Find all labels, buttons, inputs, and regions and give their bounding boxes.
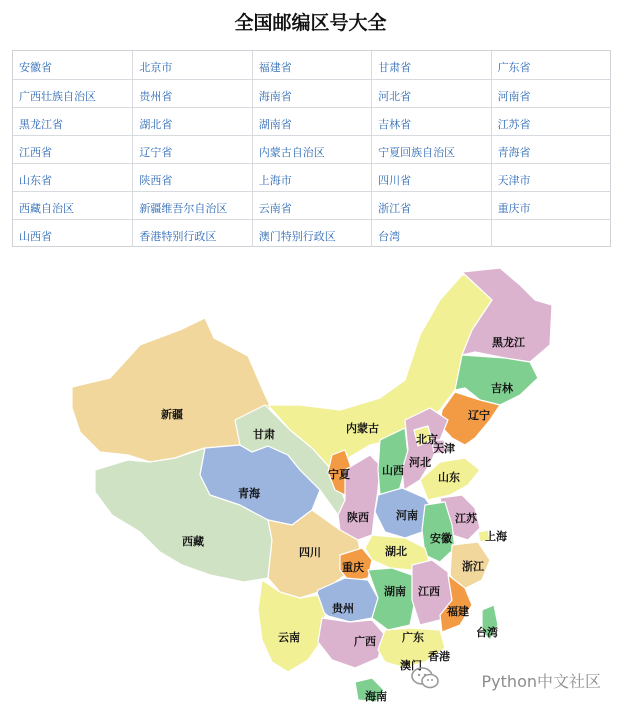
region-link[interactable]: 黑龙江省 [19,118,63,131]
table-row [13,135,610,163]
region-link[interactable]: 浙江省 [371,192,490,219]
map-label-tianjin: 天津 [433,442,455,455]
region-link[interactable]: 江西省 [19,146,52,159]
map-label-shaanxi: 陕西 [347,511,369,524]
region-link[interactable]: 福建省 [252,51,371,79]
map-label-fujian: 福建 [447,605,469,618]
table-row [13,219,610,247]
region-link[interactable]: 香港特别行政区 [132,220,251,247]
region-link[interactable]: 天津市 [491,164,610,191]
region-link[interactable]: 上海市 [252,164,371,191]
region-link[interactable]: 湖北省 [132,108,251,135]
map-label-xizang: 西藏 [182,535,204,548]
wechat-icon [410,666,440,690]
map-label-heilongjiang: 黑龙江 [492,336,525,349]
region-link[interactable]: 山西省 [19,230,52,243]
map-label-guizhou: 贵州 [332,602,354,615]
map-label-gansu: 甘肃 [253,428,275,441]
region-link[interactable]: 河北省 [371,80,490,107]
region-link[interactable]: 甘肃省 [371,51,490,79]
map-label-zhejiang: 浙江 [462,560,484,573]
region-link[interactable]: 河南省 [491,80,610,107]
table-row [13,51,610,79]
region-link[interactable]: 西藏自治区 [19,202,74,215]
map-label-taiwan: 台湾 [476,626,498,639]
map-label-beijing: 北京 [416,433,438,446]
region-link[interactable]: 湖南省 [252,108,371,135]
regions-table [12,50,611,247]
china-province-map [10,264,612,710]
region-link[interactable]: 江苏省 [491,108,610,135]
map-label-hunan: 湖南 [384,585,406,598]
region-link[interactable]: 台湾 [371,220,490,247]
region-link[interactable]: 云南省 [252,192,371,219]
map-label-hainan: 海南 [365,690,387,703]
map-label-jiangsu: 江苏 [455,512,477,525]
region-link[interactable]: 广东省 [491,51,610,79]
region-link[interactable]: 内蒙古自治区 [252,136,371,163]
region-link[interactable]: 山东省 [19,174,52,187]
map-label-shandong: 山东 [438,471,460,484]
region-link[interactable]: 辽宁省 [132,136,251,163]
map-label-hongkong: 香港 [428,650,450,663]
map-label-macau: 澳门 [400,659,422,672]
page-title: 全国邮编区号大全 [234,12,387,34]
region-link[interactable]: 北京市 [132,51,251,79]
map-label-guangxi: 广西 [354,635,376,648]
map-label-jilin: 吉林 [491,382,513,395]
region-link[interactable]: 四川省 [371,164,490,191]
map-label-xinjiang: 新疆 [161,408,183,421]
region-link[interactable]: 广西壮族自治区 [19,90,96,103]
region-link[interactable]: 新疆维吾尔自治区 [132,192,251,219]
region-link[interactable]: 澳门特别行政区 [252,220,371,247]
region-link[interactable]: 宁夏回族自治区 [371,136,490,163]
map-label-sichuan: 四川 [299,546,321,559]
region-link[interactable]: 陕西省 [132,164,251,191]
empty-cell [491,220,610,247]
map-label-henan: 河南 [396,509,418,522]
region-link[interactable]: 重庆市 [491,192,610,219]
region-link[interactable]: 贵州省 [132,80,251,107]
map-label-hebei: 河北 [409,456,431,469]
map-label-anhui: 安徽 [430,532,452,545]
region-link[interactable]: 吉林省 [371,108,490,135]
region-link[interactable]: 青海省 [491,136,610,163]
map-label-shanxi: 山西 [382,464,404,477]
map-label-qinghai: 青海 [238,487,260,500]
map-label-chongqing: 重庆 [342,561,364,574]
map-label-yunnan: 云南 [278,631,300,644]
table-row [13,107,610,135]
map-label-shanghai: 上海 [485,530,507,543]
table-row [13,79,610,107]
map-label-hubei: 湖北 [385,545,407,558]
table-row [13,163,610,191]
region-link[interactable]: 海南省 [252,80,371,107]
region-link[interactable]: 安徽省 [19,61,52,74]
map-label-ningxia: 宁夏 [328,468,350,481]
watermark-text: Python中文社区 [481,672,601,691]
map-label-liaoning: 辽宁 [468,409,490,422]
map-label-guangdong: 广东 [402,631,424,644]
table-row [13,191,610,219]
map-label-neimenggu: 内蒙古 [346,422,379,435]
map-label-jiangxi: 江西 [418,585,440,598]
